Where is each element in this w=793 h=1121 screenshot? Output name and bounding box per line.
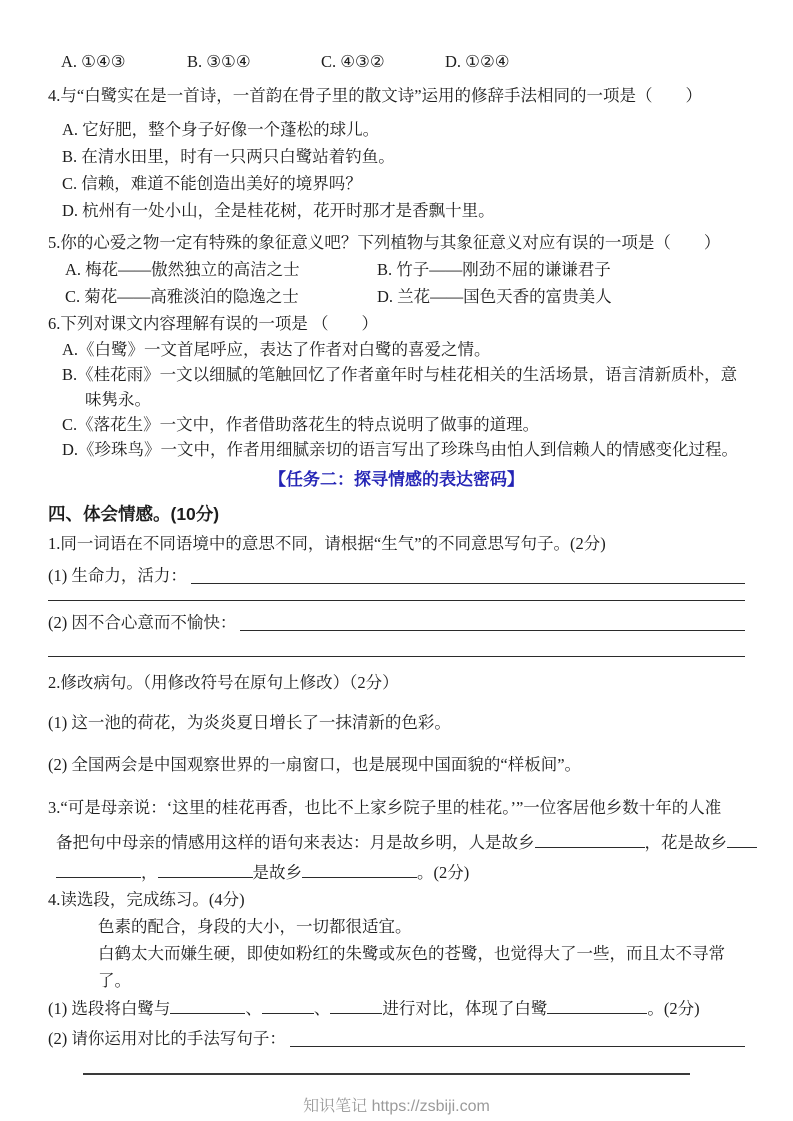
q3-line3-text: ， [141, 863, 158, 882]
answer-blank [290, 1025, 745, 1047]
q3-line2-text: 备把句中母亲的情感用这样的语句来表达：月是故乡明，人是故乡 [56, 833, 535, 852]
option-item: A. 梅花——傲然独立的高洁之士 [65, 260, 300, 279]
choice-option-c: C. ④③② [321, 52, 385, 71]
q4-sub1-text: 。(2分) [647, 999, 700, 1018]
option-item: D. 杭州有一处小山，全是桂花树，花开时那才是香飘十里。 [62, 201, 495, 220]
s4-question-3-line1: 3.“可是母亲说：‘这里的桂花再香，也比不上家乡院子里的桂花。’”一位客居他乡数十年的人准 [48, 798, 722, 817]
s4-question-3-line3 [56, 859, 745, 886]
s4-q2-sentence-2: (2) 全国两会是中国观察世界的一扇窗口，也是展现中国面貌的“样板间”。 [48, 755, 582, 774]
s4-q1-sub1-label: (1) 生命力，活力： [48, 566, 187, 585]
question-6-stem: 6.下列对课文内容理解有误的一项是 （ ） [48, 314, 378, 333]
answer-blank [158, 861, 253, 879]
option-item: C. 信赖，难道不能创造出美好的境界吗？ [62, 174, 362, 193]
question-4-stem: 4.与“白鹭实在是一首诗，一首韵在骨子里的散文诗”运用的修辞手法相同的一项是（ ） [48, 86, 703, 105]
question-6-options [48, 337, 745, 462]
site-credit: 知识笔记 https://zsbiji.com [303, 1098, 490, 1115]
answer-blank [240, 609, 745, 631]
option-item: B.《桂花雨》一文以细腻的笔触回忆了作者童年时与桂花相关的生活场景，语言清新质朴，意味隽永。 [62, 365, 738, 409]
choice-option-d: D. ①②④ [445, 52, 510, 71]
q3-line3-text: 是故乡 [252, 863, 302, 882]
answer-blank [191, 562, 745, 584]
s4-q4-sub2-row [48, 1025, 745, 1052]
option-item: B. 竹子——刚劲不屈的谦谦君子 [377, 260, 611, 279]
answer-blank [262, 997, 314, 1015]
option-item: A.《白鹭》一文首尾呼应，表达了作者对白鹭的喜爱之情。 [62, 340, 491, 359]
answer-line [48, 600, 745, 601]
answer-blank [547, 997, 647, 1015]
answer-blank [302, 861, 417, 879]
option-item: D. 兰花——国色天香的富贵美人 [377, 287, 612, 306]
s4-question-4-stem: 4.读选段，完成练习。(4分) [48, 890, 245, 909]
s4-q2-sentence-1: (1) 这一池的荷花，为炎炎夏日增长了一抹清新的色彩。 [48, 713, 451, 732]
answer-line [83, 1073, 690, 1075]
s4-question-1-stem: 1.同一词语在不同语境中的意思不同，请根据“生气”的不同意思写句子。(2分) [48, 534, 606, 553]
answer-blank [170, 997, 245, 1015]
q3-line2-text: ，花是故乡 [644, 833, 727, 852]
option-item: C. 菊花——高雅淡泊的隐逸之士 [65, 287, 299, 306]
q4-sub1-text: 进行对比，体现了白鹭 [382, 999, 548, 1018]
answer-blank [535, 831, 645, 849]
question-5-stem: 5.你的心爱之物一定有特殊的象征意义吧？下列植物与其象征意义对应有误的一项是（ ） [48, 233, 721, 252]
question-4-options [48, 116, 745, 224]
s4-q1-sub1-row [48, 562, 745, 589]
s4-question-3-line2 [56, 829, 745, 856]
reading-excerpt-line: 色素的配合，身段的大小，一切都很适宜。 [98, 917, 412, 936]
choice-option-a: A. ①④③ [61, 52, 126, 71]
s4-q1-sub2-row [48, 609, 745, 636]
option-item: D.《珍珠鸟》一文中，作者用细腻亲切的语言写出了珍珠鸟由怕人到信赖人的情感变化过程。 [62, 440, 739, 459]
section-title: 四、体会情感。(10分) [48, 504, 220, 524]
q4-sub1-text: (1) 选段将白鹭与 [48, 999, 171, 1018]
q4-sub1-text: 、 [245, 999, 262, 1018]
prev-question-choice-row [48, 48, 745, 75]
s4-question-2-stem: 2.修改病句。（用修改符号在原句上修改）（2分） [48, 673, 399, 692]
choice-option-b: B. ③①④ [187, 52, 251, 71]
reading-excerpt-line: 白鹤太大而嫌生硬，即使如粉红的朱鹭或灰色的苍鹭，也觉得大了一些，而且太不寻常了。 [98, 944, 725, 990]
s4-q4-sub2-label: (2) 请你运用对比的手法写句子： [48, 1029, 286, 1048]
task-banner: 【任务二：探寻情感的表达密码】 [269, 470, 524, 489]
option-item: B. 在清水田里，时有一只两只白鹭站着钓鱼。 [62, 147, 395, 166]
answer-blank [727, 831, 757, 849]
option-item: C.《落花生》一文中，作者借助落花生的特点说明了做事的道理。 [62, 415, 540, 434]
s4-q1-sub2-label: (2) 因不合心意而不愉快： [48, 613, 237, 632]
option-item: A. 它好肥，整个身子好像一个蓬松的球儿。 [62, 120, 380, 139]
q3-line3-text: 。(2分) [417, 863, 470, 882]
answer-line [48, 656, 745, 657]
q4-sub1-text: 、 [313, 999, 331, 1018]
answer-blank [56, 861, 141, 879]
question-5-options [65, 256, 745, 310]
s4-q4-sub1-row [48, 995, 745, 1022]
answer-blank [330, 997, 382, 1015]
